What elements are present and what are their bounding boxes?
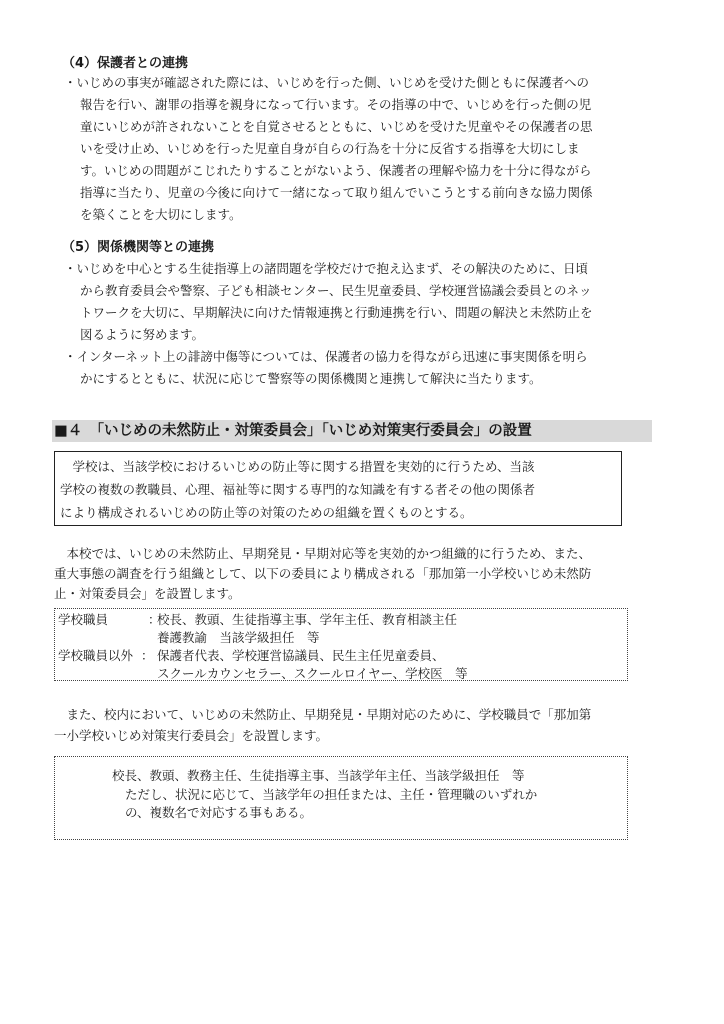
paragraph-line: を築くことを大切にします。 [80, 207, 242, 222]
paragraph-line: 重大事態の調査を行う組織として、以下の委員により構成される「那加第一小学校いじめ未然防 [54, 566, 592, 581]
paragraph-line: 図るように努めます。 [80, 327, 205, 342]
paragraph-line: かにするとともに、状況に応じて警察等の関係機関と連携して解決に当たります。 [80, 371, 542, 386]
member-label-external: 学校職員以外 [58, 648, 134, 663]
paragraph-line: ・いじめを中心とする生徒指導上の諸問題を学校だけで抱え込まず、その解決のために、日頃 [64, 261, 589, 276]
paragraph-line: 本校では、いじめの未然防止、早期発見・早期対応等を実効的かつ組織的に行うため、また、 [54, 546, 592, 561]
law-line: 学校は、当該学校におけるいじめの防止等に関する措置を実効的に行うため、当該 [60, 459, 535, 474]
paragraph-line: また、校内において、いじめの未然防止、早期発見・早期対応のために、学校職員で「那加第 [54, 707, 592, 722]
committee-intro-paragraph [54, 544, 591, 604]
exec-line: ただし、状況に応じて、当該学年の担任または、主任・管理職のいずれか [125, 787, 538, 802]
member-line: 養護教諭 当該学級担任 等 [157, 630, 320, 645]
paragraph-line: ・インターネット上の誹謗中傷等については、保護者の協力を得ながら迅速に事実関係を明ら [64, 349, 588, 364]
law-line: 学校の複数の教職員、心理、福祉等に関する専門的な知識を有する者その他の関係者 [60, 482, 536, 497]
exec-committee-paragraph [54, 704, 591, 746]
paragraph-line: ・いじめの事実が確認された際には、いじめを行った側、いじめを受けた側ともに保護者への [64, 75, 590, 90]
paragraph-line: 童にいじめが許されないことを自覚させるとともに、いじめを受けた児童やその保護者の思 [80, 119, 593, 134]
law-excerpt-text [60, 455, 535, 524]
paragraph-line: 指導に当たり、児童の今後に向けて一緒になって取り組んでいこうとする前向きな協力関係 [80, 185, 593, 200]
paragraph-line: 止・対策委員会」を設置します。 [54, 586, 241, 601]
guardians-paragraph [64, 72, 593, 226]
paragraph-line: 報告を行い、謝罪の指導を親身になって行います。その指導の中で、いじめを行った側の児 [80, 97, 592, 112]
agencies-paragraph [64, 258, 593, 390]
member-colon: ： [148, 612, 161, 627]
paragraph-line: から教育委員会や警察、子ども相談センター、民生児童委員、学校運営協議会委員とのネッ [80, 283, 592, 298]
member-colon: ： [141, 648, 154, 663]
member-line: スクールカウンセラー、スクールロイヤー、学校医 等 [157, 666, 468, 681]
subsection-heading-guardians: （4）保護者との連携 [62, 56, 189, 71]
section-heading: ■４ 「いじめの未然防止・対策委員会」「いじめ対策実行委員会」の設置 [54, 423, 532, 439]
paragraph-line: いを受け止め、いじめを行った児童自身が自らの行為を十分に反省する指導を大切にしま [80, 141, 580, 156]
paragraph-line: す。いじめの問題がこじれたりすることがないよう、保護者の理解や協力を十分に得ながら [80, 163, 592, 178]
paragraph-line: 一小学校いじめ対策実行委員会」を設置します。 [54, 728, 329, 743]
member-line: 保護者代表、学校運営協議員、民生主任児童委員、 [157, 648, 445, 663]
member-label-staff: 学校職員 [58, 612, 109, 627]
exec-line: の、複数名で対応する事もある。 [125, 805, 313, 820]
paragraph-line: トワークを大切に、早期解決に向けた情報連携と行動連携を行い、問題の解決と未然防止を [80, 305, 593, 320]
exec-line: 校長、教頭、教務主任、生徒指導主事、当該学年主任、当該学級担任 等 [112, 768, 525, 783]
member-line: 校長、教頭、生徒指導主事、学年主任、教育相談主任 [157, 612, 458, 627]
law-line: により構成されるいじめの防止等の対策のための組織を置くものとする。 [60, 505, 473, 520]
subsection-heading-agencies: （5）関係機関等との連携 [62, 240, 215, 255]
